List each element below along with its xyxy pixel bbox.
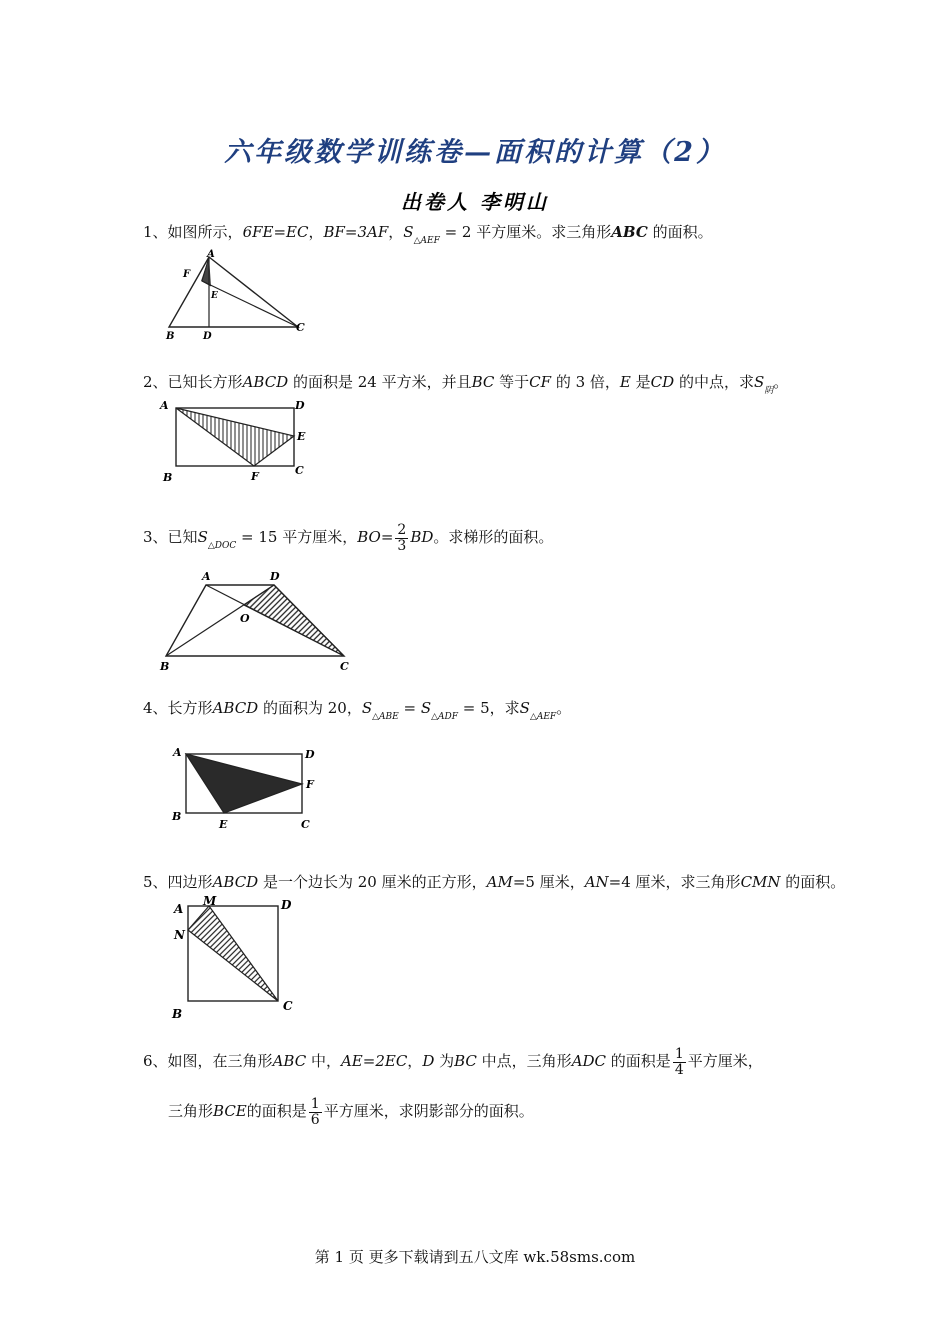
label-E: E [219,818,228,831]
fraction-1-4: $\frac{1}{4}$ [674,1045,684,1078]
question-number: 1、 [143,223,168,241]
label-F: F [183,269,191,280]
label-E: E [297,430,306,443]
label-C: C [296,321,305,334]
figure-1-triangle [160,246,320,346]
label-D: D [305,748,315,761]
question-number: 4、 [143,699,168,717]
figure-2-rectangle [158,396,318,486]
label-F: F [251,470,259,483]
shaded-triangle-aef [186,754,302,813]
label-A: A [160,399,169,412]
question-4-text: 4、长方形ABCD 的面积为 20，$S_{\triangle ABE} = S_{\triangle ADF} = 5$，求$S_{\triangle AEF}$。 [143,699,572,722]
label-B: B [172,1007,183,1021]
label-N: N [174,928,185,942]
fraction-2-3: $\frac{2}{3}$ [397,521,407,554]
fraction-1-6: $\frac{1}{6}$ [310,1095,320,1128]
question-5-text: 5、四边形ABCD 是一个边长为 20 厘米的正方形，AM=5 厘米，AN=4 厘米，求三角形CMN 的面积。 [143,873,846,891]
question-number: 2、 [143,373,168,391]
label-A: A [174,902,184,916]
question-1-text: 1、如图所示，6FE=EC，BF=3AF，$S_{\triangle AEF} = 2$ 平方厘米。求三角形ABC 的面积。 [143,223,713,246]
label-C: C [340,660,349,673]
shaded-triangle-cmn [188,906,278,1001]
question-6-text-line-2: 三角形BCE的面积是 $\frac{1}{6}$ 平方厘米，求阴影部分的面积。 [168,1095,534,1128]
label-B: B [163,471,173,484]
figure-3-trapezoid [158,568,358,678]
label-B: B [166,331,175,342]
question-3-text: 3、已知$S_{\triangle DOC} = 15$ 平方厘米，BO= $\frac{2}{3}$ BD。求梯形的面积。 [143,521,554,554]
shaded-triangle-doc [244,585,344,656]
label-A: A [207,249,215,260]
label-C: C [283,999,293,1013]
question-number: 6、 [143,1052,168,1070]
label-C: C [301,818,310,831]
question-number: 3、 [143,528,168,546]
label-D: D [281,898,292,912]
shaded-triangle-aef [176,408,294,466]
label-D: D [203,331,212,342]
page-footer: 第 1 页 更多下载请到五八文库 wk.58sms.com [314,1248,636,1266]
label-C: C [295,464,304,477]
figure-4-rectangle [168,742,328,837]
label-B: B [172,810,182,823]
label-F: F [306,778,314,791]
label-A: A [173,746,182,759]
label-E: E [211,291,218,301]
label-M: M [203,894,217,908]
question-6-text-line-1: 6、如图，在三角形ABC 中，AE=2EC，D 为BC 中点，三角形ADC 的面积是 $\frac{1}{4}$ 平方厘米， [143,1045,763,1078]
label-O: O [240,612,250,625]
question-2-text: 2、已知长方形ABCD 的面积是 24 平方米，并且BC 等于CF 的 3 倍，E 是CD 的中点，求$S_阴$。 [143,373,789,396]
page-title: 六年级数学训练卷—面积的计算（2） [224,137,726,168]
label-D: D [270,570,280,583]
question-number: 5、 [143,873,168,891]
figure-5-square [168,892,308,1022]
label-B: B [160,660,170,673]
label-D: D [295,399,305,412]
label-A: A [202,570,211,583]
author-line: 出卷人 李明山 [401,190,549,214]
